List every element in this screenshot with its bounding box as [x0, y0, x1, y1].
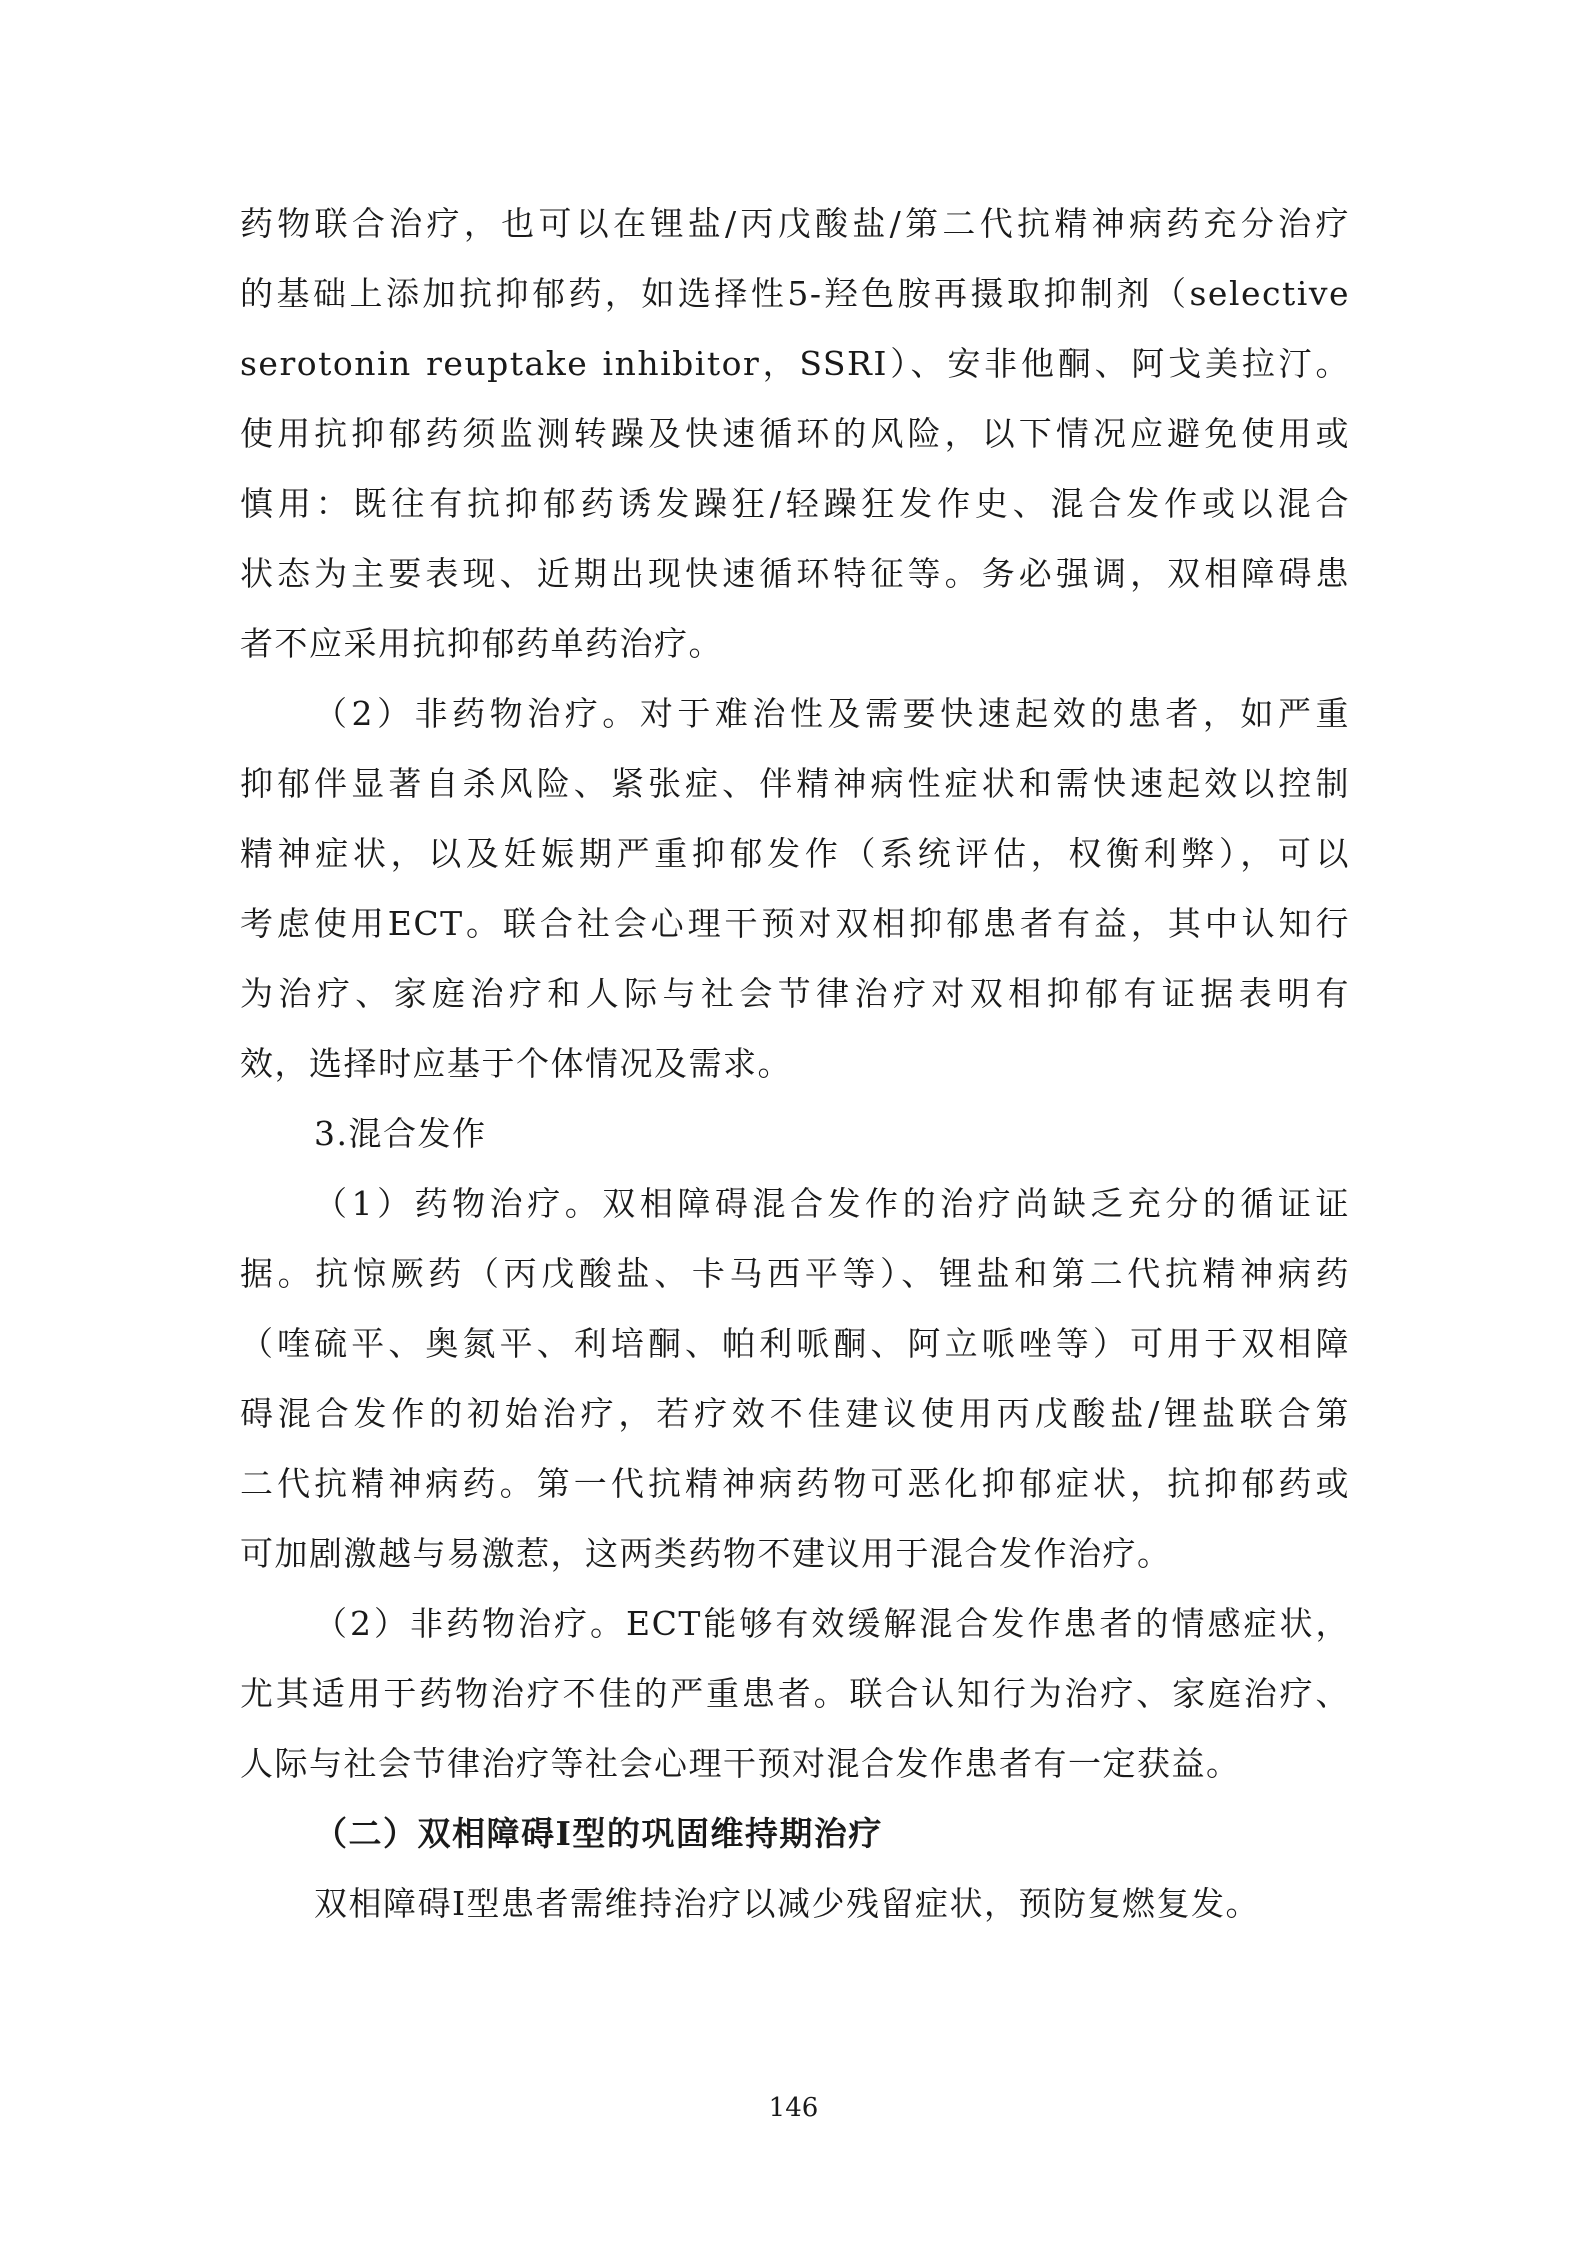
paragraph-line: 据。抗惊厥药（丙戊酸盐、卡马西平等）、锂盐和第二代抗精神病药 — [240, 1254, 1350, 1293]
paragraph-line: serotonin reuptake inhibitor，SSRI）、安非他酮、阿戈美拉汀。 — [240, 344, 1350, 383]
paragraph-line: （1）药物治疗。双相障碍混合发作的治疗尚缺乏充分的循证证 — [314, 1184, 1350, 1223]
paragraph-line: 慎用：既往有抗抑郁药诱发躁狂/轻躁狂发作史、混合发作或以混合 — [240, 484, 1350, 523]
paragraph-line: 碍混合发作的初始治疗，若疗效不佳建议使用丙戊酸盐/锂盐联合第 — [240, 1394, 1350, 1433]
paragraph-line: （2）非药物治疗。对于难治性及需要快速起效的患者，如严重 — [314, 694, 1350, 733]
paragraph-line: 的基础上添加抗抑郁药，如选择性5-羟色胺再摄取抑制剂（selective — [240, 274, 1350, 313]
paragraph-line: 精神症状，以及妊娠期严重抑郁发作（系统评估，权衡利弊），可以 — [240, 834, 1350, 873]
paragraph-line: （喹硫平、奥氮平、利培酮、帕利哌酮、阿立哌唑等）可用于双相障 — [240, 1324, 1350, 1363]
paragraph-line: 二代抗精神病药。第一代抗精神病药物可恶化抑郁症状，抗抑郁药或 — [240, 1464, 1350, 1503]
paragraph-line: 药物联合治疗，也可以在锂盐/丙戊酸盐/第二代抗精神病药充分治疗 — [240, 204, 1350, 243]
paragraph-line: 人际与社会节律治疗等社会心理干预对混合发作患者有一定获益。 — [240, 1744, 1241, 1783]
paragraph-line: 效，选择时应基于个体情况及需求。 — [240, 1044, 792, 1083]
paragraph-line: 为治疗、家庭治疗和人际与社会节律治疗对双相抑郁有证据表明有 — [240, 974, 1350, 1013]
section-heading: （二）双相障碍Ⅰ型的巩固维持期治疗 — [314, 1814, 883, 1853]
paragraph-line: 可加剧激越与易激惹，这两类药物不建议用于混合发作治疗。 — [240, 1534, 1172, 1573]
paragraph-line: （2）非药物治疗。ECT能够有效缓解混合发作患者的情感症状， — [314, 1604, 1350, 1643]
paragraph-line: 双相障碍Ⅰ型患者需维持治疗以减少残留症状，预防复燃复发。 — [314, 1884, 1261, 1923]
section-heading: 3.混合发作 — [314, 1114, 487, 1153]
paragraph-line: 状态为主要表现、近期出现快速循环特征等。务必强调，双相障碍患 — [240, 554, 1350, 593]
paragraph-line: 使用抗抑郁药须监测转躁及快速循环的风险，以下情况应避免使用或 — [240, 414, 1350, 453]
page-number: 146 — [768, 2093, 819, 2123]
paragraph-line: 尤其适用于药物治疗不佳的严重患者。联合认知行为治疗、家庭治疗、 — [240, 1674, 1350, 1713]
paragraph-line: 者不应采用抗抑郁药单药治疗。 — [240, 624, 723, 663]
paragraph-line: 抑郁伴显著自杀风险、紧张症、伴精神病性症状和需快速起效以控制 — [240, 764, 1350, 803]
paragraph-line: 考虑使用ECT。联合社会心理干预对双相抑郁患者有益，其中认知行 — [240, 904, 1350, 943]
